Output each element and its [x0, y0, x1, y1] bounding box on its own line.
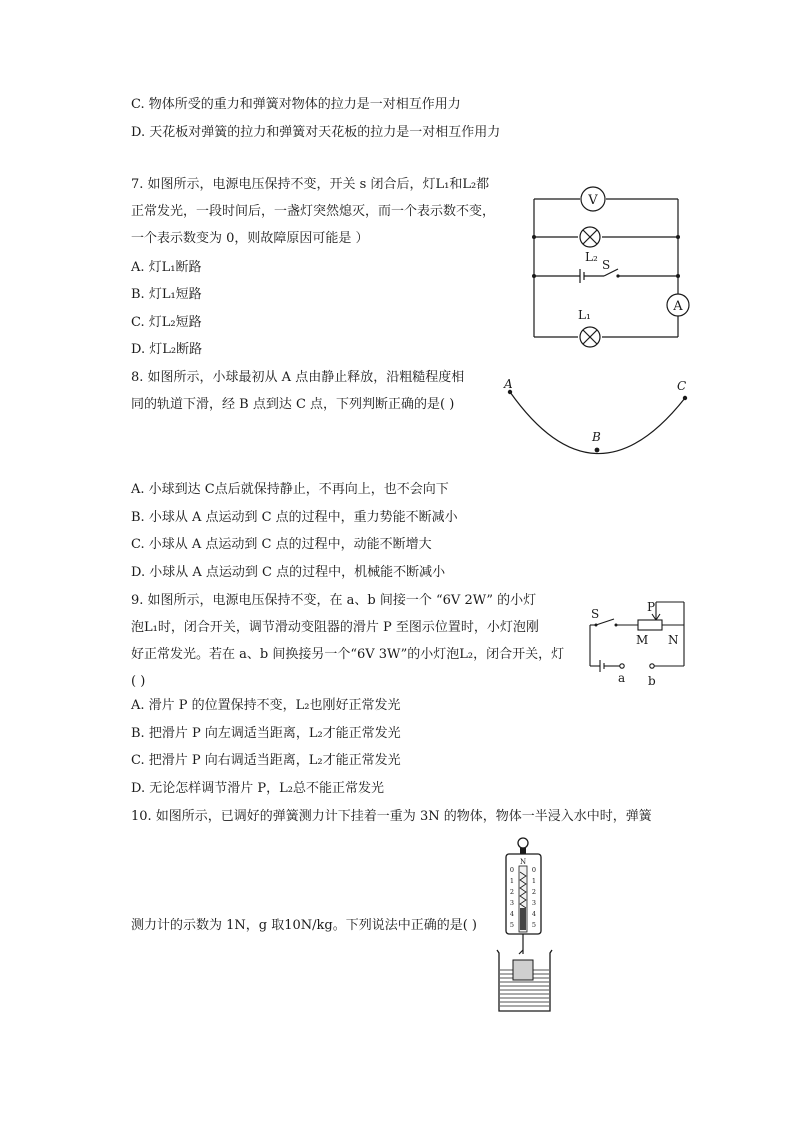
scale-tick-label: 0: [531, 866, 537, 874]
q9-stem-line4: ( ): [131, 674, 146, 689]
q8-track-diagram: [500, 372, 700, 462]
q8-option-a: A. 小球到达 C点后就保持静止，不再向上，也不会向下: [131, 482, 449, 497]
q7-stem-line3: 一个表示数变为 0，则故障原因可能是 ）: [131, 231, 369, 246]
q9-stem-line2: 泡L₁时，闭合开关，调节滑动变阻器的滑片 P 至图示位置时，小灯泡刚: [131, 620, 539, 635]
scale-tick-label: 0: [509, 866, 515, 874]
terminal-a-label: a: [618, 671, 626, 685]
q7-stem-line2: 正常发光，一段时间后，一盏灯突然熄灭，而一个表示数不变，: [131, 204, 496, 219]
voltmeter-label: V: [588, 193, 598, 208]
scale-tick-label: 1: [509, 877, 515, 885]
scale-tick-label: 3: [509, 899, 515, 907]
battery-icon: [600, 660, 604, 672]
scale-tick-label: 1: [531, 877, 537, 885]
slider-p-label: P: [647, 600, 656, 614]
q9-circuit-diagram: [578, 598, 698, 690]
scale-tick-label: 4: [531, 910, 537, 918]
scale-tick-label: 3: [531, 899, 537, 907]
q9-option-a: A. 滑片 P 的位置保持不变，L₂也刚好正常发光: [131, 698, 401, 713]
lamp-l1-icon: [580, 327, 600, 347]
rheostat-icon: [638, 620, 662, 630]
switch-label: S: [591, 607, 600, 621]
q7-option-b: B. 灯L₁短路: [131, 287, 202, 302]
scale-tick-label: 4: [509, 910, 515, 918]
q7-option-a: A. 灯L₁断路: [131, 260, 202, 275]
q7-option-c: C. 灯L₂短路: [131, 315, 202, 330]
switch-icon: [602, 258, 620, 278]
curved-track: [510, 392, 685, 454]
end-n-label: N: [668, 633, 679, 647]
point-b: [595, 448, 600, 453]
q9-option-d: D. 无论怎样调节滑片 P，L₂总不能正常发光: [131, 781, 384, 796]
lamp-l2-label: L₂: [585, 250, 598, 264]
q9-stem-line3: 好正常发光。若在 a、b 间换接另一个“6V 3W”的小灯泡L₂，闭合开关，灯: [131, 647, 565, 662]
q8-stem-line2: 同的轨道下滑，经 B 点到达 C 点，下列判断正确的是( ): [131, 397, 455, 412]
point-c-label: C: [677, 379, 687, 393]
point-c: [683, 396, 687, 400]
q10-stem-line2: 测力计的示数为 1N，g 取10N/kg。下列说法中正确的是( ): [131, 918, 478, 933]
point-b-label: B: [592, 430, 601, 444]
end-m-label: M: [636, 633, 649, 647]
lamp-l2-icon: [580, 227, 600, 247]
voltmeter-icon: [581, 187, 605, 211]
ammeter-icon: [667, 294, 689, 316]
q10-stem-line1: 10. 如图所示，已调好的弹簧测力计下挂着一重为 3N 的物体，物体一半浸入水中时，弹簧: [131, 809, 652, 824]
terminal-b: [650, 664, 654, 668]
scale-tick-label: 2: [509, 888, 515, 896]
hanging-object: [513, 960, 533, 980]
scale-unit-label: N: [519, 858, 527, 866]
scale-tick-label: 5: [509, 921, 515, 929]
point-a-label: A: [504, 377, 513, 391]
terminal-b-label: b: [648, 674, 656, 688]
q9-option-c: C. 把滑片 P 向右调适当距离，L₂才能正常发光: [131, 753, 401, 768]
battery-icon: [580, 269, 584, 283]
ammeter-label: A: [673, 299, 683, 314]
q8-option-b: B. 小球从 A 点运动到 C 点的过程中，重力势能不断减小: [131, 510, 458, 525]
q6-option-d: D. 天花板对弹簧的拉力和弹簧对天花板的拉力是一对相互作用力: [131, 125, 501, 140]
spring-scale-icon: [506, 838, 541, 954]
terminal-a: [620, 664, 624, 668]
q8-option-c: C. 小球从 A 点运动到 C 点的过程中，动能不断增大: [131, 537, 432, 552]
q7-option-d: D. 灯L₂断路: [131, 342, 203, 357]
switch-label: S: [602, 258, 611, 272]
q7-circuit-diagram: [530, 185, 700, 345]
q9-option-b: B. 把滑片 P 向左调适当距离，L₂才能正常发光: [131, 726, 401, 741]
lamp-l1-label: L₁: [578, 308, 591, 322]
scale-tick-label: 5: [531, 921, 537, 929]
q8-option-d: D. 小球从 A 点运动到 C 点的过程中，机械能不断减小: [131, 565, 446, 580]
q7-stem-line1: 7. 如图所示，电源电压保持不变，开关 s 闭合后，灯L₁和L₂都: [131, 177, 490, 192]
scale-tick-label: 2: [531, 888, 537, 896]
q10-spring-scale-diagram: [490, 836, 570, 1016]
q8-stem-line1: 8. 如图所示，小球最初从 A 点由静止释放，沿粗糙程度相: [131, 370, 465, 385]
q9-stem-line1: 9. 如图所示，电源电压保持不变，在 a、b 间接一个 “6V 2W” 的小灯: [131, 593, 537, 608]
q6-option-c: C. 物体所受的重力和弹簧对物体的拉力是一对相互作用力: [131, 97, 461, 112]
